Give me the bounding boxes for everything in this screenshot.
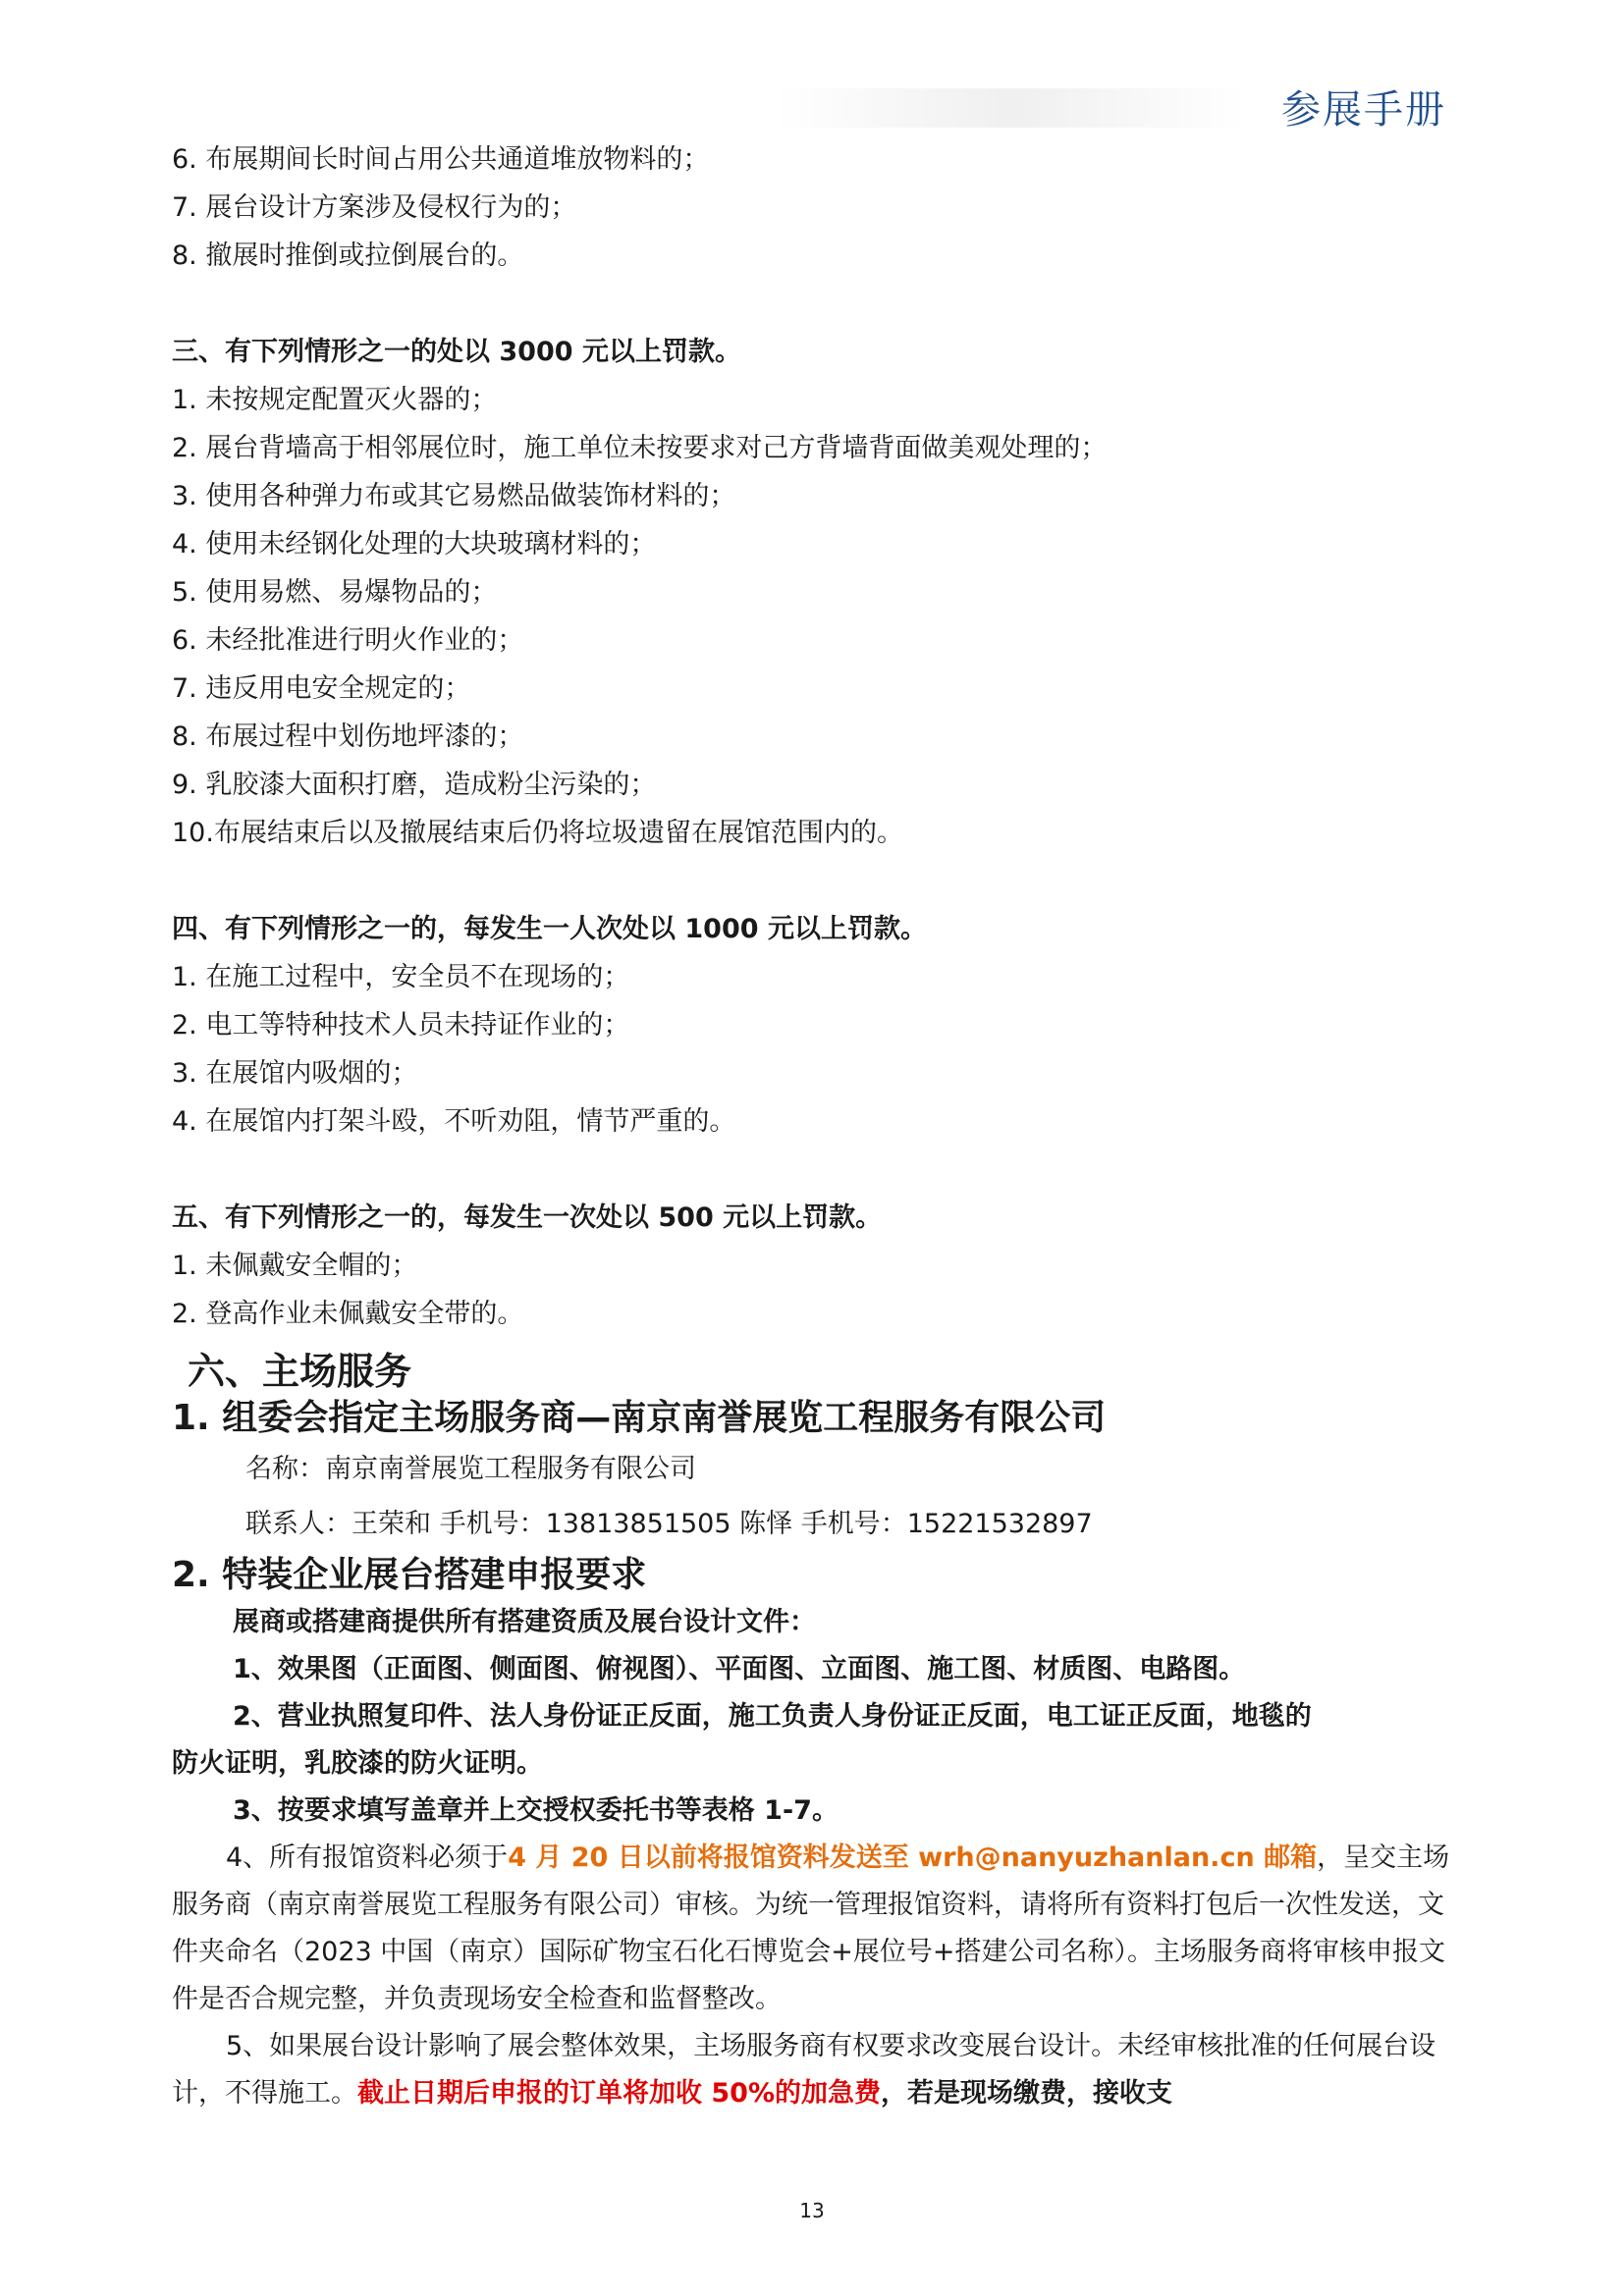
list-item: 7. 违反用电安全规定的； bbox=[172, 673, 471, 704]
service-provider-name: 名称：南京南誉展览工程服务有限公司 bbox=[245, 1454, 696, 1484]
requirement-2-continued: 防火证明，乳胶漆的防火证明。 bbox=[172, 1748, 543, 1779]
list-item: 1. 在施工过程中，安全员不在现场的； bbox=[172, 962, 630, 992]
submission-deadline-highlight: 4 月 20 日以前将报馆资料发送至 wrh@nanyuzhanlan.cn 邮箱 bbox=[508, 1842, 1318, 1873]
list-item: 10.布展结束后以及撤展结束后仍将垃圾遗留在展馆范围内的。 bbox=[172, 818, 903, 848]
late-fee-highlight: 截止日期后申报的订单将加收 50%的加急费 bbox=[357, 2078, 882, 2109]
list-item: 3. 使用各种弹力布或其它易燃品做装饰材料的； bbox=[172, 481, 736, 511]
list-item: 9. 乳胶漆大面积打磨，造成粉尘污染的； bbox=[172, 770, 657, 800]
requirement-5-paragraph bbox=[172, 2023, 1468, 2117]
list-item: 1. 未按规定配置灭火器的； bbox=[172, 385, 498, 415]
requirement-4-text-continued: ，呈交主场服务商（南京南誉展览工程服务有限公司）审核。为统一管理报馆资料，请将所有资料打包后一次性发送，文件夹命名（2023 中国（南京）国际矿物宝石化石博览会+展位号+搭建公司名称）。主场服务商将审核申报文件是否合规完整，并负责现场安全检查和监督整改。 bbox=[172, 1842, 1450, 2014]
list-item: 4. 在展馆内打架斗殴，不听劝阻，情节严重的。 bbox=[172, 1106, 736, 1137]
requirement-3: 3、按要求填写盖章并上交授权委托书等表格 1-7。 bbox=[233, 1795, 839, 1826]
list-item: 6. 布展期间长时间占用公共通道堆放物料的； bbox=[172, 144, 710, 175]
header-shadow-decoration bbox=[776, 88, 1247, 128]
list-item: 3. 在展馆内吸烟的； bbox=[172, 1058, 418, 1089]
list-item: 7. 展台设计方案涉及侵权行为的； bbox=[172, 192, 577, 223]
page-header-title: 参展手册 bbox=[1281, 87, 1446, 133]
list-item: 2. 登高作业未佩戴安全带的。 bbox=[172, 1299, 524, 1329]
list-item: 2. 电工等特种技术人员未持证作业的； bbox=[172, 1010, 630, 1041]
requirement-1: 1、效果图（正面图、侧面图、俯视图）、平面图、立面图、施工图、材质图、电路图。 bbox=[233, 1654, 1246, 1684]
requirement-5-text-continued: ，若是现场缴费，接收支 bbox=[881, 2078, 1173, 2109]
document-body bbox=[172, 135, 1468, 2117]
list-item: 1. 未佩戴安全帽的； bbox=[172, 1251, 418, 1281]
list-item: 6. 未经批准进行明火作业的； bbox=[172, 625, 524, 656]
requirement-4-text: 4、所有报馆资料必须于 bbox=[226, 1842, 509, 1873]
contact-info: 联系人：王荣和 手机号：13813851505 陈怿 手机号：15221532897 bbox=[245, 1509, 1093, 1539]
requirement-4-paragraph bbox=[172, 1835, 1468, 2023]
list-item: 8. 布展过程中划伤地坪漆的； bbox=[172, 721, 524, 752]
list-item: 5. 使用易燃、易爆物品的； bbox=[172, 577, 498, 608]
requirement-5-text: 5、如果展台设计影响了展会整体效果，主场服务商有权要求改变展台设计。未经审核批准的任何展台设计，不得施工。 bbox=[172, 2031, 1436, 2109]
requirement-2: 2、营业执照复印件、法人身份证正反面，施工负责人身份证正反面，电工证正反面，地毯的 bbox=[233, 1701, 1312, 1732]
requirements-intro: 展商或搭建商提供所有搭建资质及展台设计文件： bbox=[233, 1607, 816, 1637]
list-item: 2. 展台背墙高于相邻展位时，施工单位未按要求对己方背墙背面做美观处理的； bbox=[172, 433, 1108, 463]
list-item: 8. 撤展时推倒或拉倒展台的。 bbox=[172, 240, 524, 271]
subsection-1-title: 1. 组委会指定主场服务商—南京南誉展览工程服务有限公司 bbox=[172, 1398, 1107, 1438]
section-5-title: 五、有下列情形之一的，每发生一次处以 500 元以上罚款。 bbox=[172, 1202, 883, 1233]
section-3-title: 三、有下列情形之一的处以 3000 元以上罚款。 bbox=[172, 337, 741, 367]
section-6-title: 六、主场服务 bbox=[188, 1350, 412, 1393]
list-item: 4. 使用未经钢化处理的大块玻璃材料的； bbox=[172, 529, 657, 560]
subsection-2-title: 2. 特装企业展台搭建申报要求 bbox=[172, 1555, 647, 1595]
section-4-title: 四、有下列情形之一的，每发生一人次处以 1000 元以上罚款。 bbox=[172, 914, 927, 944]
page-number: 13 bbox=[799, 2199, 825, 2222]
